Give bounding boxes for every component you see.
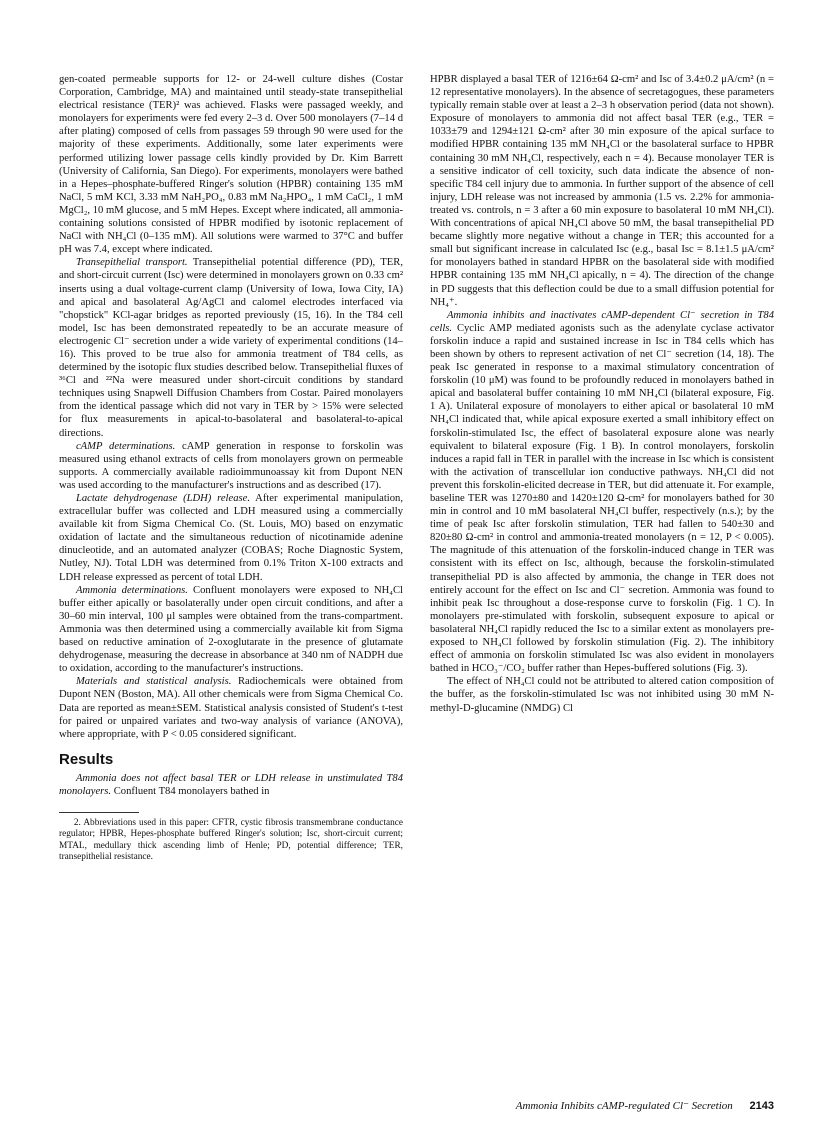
run-in-heading: Materials and statistical analysis. [75,676,232,688]
run-in-heading: cAMP determinations. [75,440,176,452]
running-title: Ammonia Inhibits cAMP-regulated Cl⁻ Secretion [515,1100,733,1112]
results-paragraph-inhibition [430,309,774,676]
run-in-heading: Ammonia determinations. [75,584,188,596]
results-heading: Results [59,750,114,768]
methods-paragraph-culture: gen-coated permeable supports for 12- or 24-well culture dishes (Costar Corporation, Cambridge, MA) and maintained until steady-state transepithelial electrical resistance (TER)² was achieved. Flasks were passaged weekly, and monolayers for experiments were fed every 2–3 d. Over 500 monolayers (7–14 d after plating) composed of cells from passages 59 through 90 were used for the majority of these experiments. Additionally, some later experiments were performed utilizing lower passage cells kindly provided by Dr. Kim Barrett (University of California, San Diego). For experiments, monolayers were bathed in a Hepes–phosphate-buffered Ringer's solution (HPBR) containing 135 mM NaCl, 5 mM KCl, 3.33 mM NaH₂PO₄, 0.83 mM Na₂HPO₄, 1 mM CaCl₂, 1 mM MgCl₂, 10 mM glucose, and 5 mM Hepes. Except where indicated, all ammonia-containing solutions consisted of HPBR modified by isotonic replacement of NaCl with NH₄Cl (0–135 mM). All solutions were warmed to 37°C and buffer pH was 7.4, except where indicated. [59,74,403,256]
results-paragraph-basal [59,772,403,798]
paragraph-body: Cyclic AMP mediated agonists such as the adenylate cyclase activator forskolin induce a rapid and sustained increase in Isc in T84 cells which has been shown by others to represent activation of net Cl⁻ secretion (14, 18). The peak Isc generated in response to a maximal stimulatory concentration of forskolin (10 μM) was found to be profoundly reduced in monolayers bathed in apical and basolateral buffer containing 10 mM NH₄Cl (bilateral exposure, Fig. 1 A). Unilateral exposure of monolayers to either apical or basolateral 10 mM NH₄Cl indicated that, while apical exposure exerted a small inhibitory effect on forskolin-stimulated Isc, the effect of basolateral exposure alone was nearly equivalent to bilateral exposure (Fig. 1 B). In control monolayers, forskolin induces a rapid fall in TER in parallel with the increase in Isc which is consistent with the activation of transcellular ion conductive pathways. NH₄Cl did not prevent this forskolin-elicited decrease in TER, but did attenuate it. For example, baseline TER was 1270±80 and 1420±120 Ω-cm² for monolayers bathed for 30 min in control and 10 mM basolateral NH₄Cl buffer, respectively (n.s.); by the time of peak Isc after forskolin stimulation, TER had fallen to 540±30 and 820±80 Ω-cm² in control and ammonia-treated monolayers (n = 12, P < 0.005). The magnitude of this attenuation of the forskolin-induced change in TER was consistent with its effect on Isc, although, because the forskolin-stimulated transepithelial PD is also affected by ammonia, the change in TER does not entirely account for the effect on Isc and Cl⁻ secretion. Ammonia was found to inhibit peak Isc throughout a dose-response curve to forskolin (Fig. 1 C). In monolayers pre-stimulated with forskolin, subsequent exposure to apical or basolateral NH₄Cl rapidly reduced the Isc to a similar extent as monolayers pre-exposed to NH₄Cl followed by forskolin stimulation (Fig. 2). The inhibitory effect of ammonia on forskolin stimulated Isc was also evident in monolayers bathed in HCO₃⁻/CO₂ buffer rather than Hepes-buffered solutions (Fig. 3). [430,322,774,675]
methods-paragraph-transport [59,256,403,439]
paragraph-body: After experimental manipulation, extracellular buffer was collected and LDH measured using a commercially available kit from Sigma Chemical Co. (St. Louis, MO) based on enzymatic oxidation of lactate and the simultaneous reduction of nicotinamide adenine dinucleotide, and an automated analyzer (COBAS; Roche Diagnostic System, Nutley, NJ). Total LDH was determined from 0.1% Triton X-100 extracts and LDH release expressed as percent of total LDH. [59,493,403,583]
run-in-heading: Transepithelial transport. [75,257,188,269]
paragraph-body: Radiochemicals were obtained from Dupont NEN (Boston, MA). All other chemicals were from Sigma Chemical Co. Data are reported as mean±SEM. Statistical analysis consisted of Student's t-test for paired or unpaired variates and two-way analysis of variance (ANOVA), where appropriate, with P < 0.05 considered significant. [59,676,403,740]
page-number: 2143 [749,1100,774,1112]
results-paragraph-nmdg: The effect of NH₄Cl could not be attributed to altered cation composition of the buffer, as the forskolin-stimulated Isc was not inhibited using 30 mM N-methyl-D-glucamine (NMDG) Cl [430,676,774,714]
subsection-heading: Ammonia inhibits and inactivates cAMP-dependent Cl⁻ secretion in T84 cells. [430,309,774,334]
paragraph-body: cAMP generation in response to forskolin was measured using ethanol extracts of cells from monolayers grown on permeable supports. A commercially available radioimmunoassay kit from Dupont NEN was used according to the manufacturer's instructions and as described (17). [59,440,403,491]
methods-paragraph-ldh [59,492,403,584]
footnote-divider [59,812,139,813]
right-column [430,73,774,715]
methods-paragraph-camp [59,440,403,492]
paragraph-body: Confluent T84 monolayers bathed in [111,785,270,797]
run-in-heading: Lactate dehydrogenase (LDH) release. [75,493,250,504]
page-footer [440,1099,774,1112]
paragraph-body: Confluent monolayers were exposed to NH₄Cl buffer either apically or basolaterally under open circuit conditions, and after a 30–60 min interval, 100 μl samples were obtained from the trans-compartment. Ammonia was then determined using a commercially available kit from Sigma based on reductive amination of 2-oxoglutarate in the presence of glutamate dehydrogenase, measuring the decrease in absorbance at 340 nm of NADPH due to oxidation, according to the manufacturer's instructions. [59,584,403,675]
subsection-heading: Ammonia does not affect basal TER or LDH release in unstimulated T84 monolayers. [59,772,403,797]
paragraph-body: Transepithelial potential difference (PD), TER, and short-circuit current (Isc) were determined in monolayers grown on 0.33 cm² inserts using a dual voltage-current clamp (University of Iowa, Iowa City, IA) and apical and basolateral Ag/AgCl and calomel electrodes interfaced via "chopstick" KCl-agar bridges as reported previously (15, 16). In the T84 cell model, Isc has been demonstrated repeatedly to be an accurate measure of electrogenic Cl⁻ secretion under a wide variety of experimental conditions (14–16). This proved to be true also for ammonia treatment of T84 cells, as determined by the isotopic flux studies described below. Transepithelial fluxes of ³⁶Cl and ²²Na were measured under short-circuit conditions by standard techniques using Snapwell Diffusion Chambers from Costar. Paired monolayers from the identical passage which did not vary in TER by > 15% were selected for flux measurements in apical-to-basolateral and basolateral-to-apical directions. [59,257,403,439]
left-column [59,73,403,864]
results-paragraph-ter: HPBR displayed a basal TER of 1216±64 Ω-cm² and Isc of 3.4±0.2 μA/cm² (n = 12 representative monolayers). In the absence of secretagogues, these parameters typically remain stable over at least a 2–3 h observation period (data not shown). Exposure of monolayers to ammonia did not affect basal TER (e.g., TER = 1033±79 and 1294±121 Ω-cm² after 30 min exposure of the apical surface to modified HPBR containing 135 mM NH₄Cl or the basolateral surface to HPBR containing 30 mM NH₄Cl, respectively, each n = 4). Because monolayer TER is a sensitive indicator of cell toxicity, such data indicate the absence of non-specific T84 cell injury due to ammonia. In further support of the absence of cell injury, LDH release was not increased by ammonia (1.5 vs. 2.2% for ammonia-treated vs. controls, n = 3 after a 60 min exposure to basolateral 10 mM NH₄Cl). With concentrations of apical NH₄Cl above 50 mM, the basal transepithelial PD became slightly more negative without a change in TER; this accounted for a small but significant increase in calculated Isc (e.g., basal Isc = 8.1±1.5 μA/cm² for monolayers bathed in standard HPBR on the basolateral side with modified HPBR containing 135 mM NH₄Cl apically, n = 4). The direction of the change in PD suggests that this deflection could be due to a small diffusion potential for NH₄⁺. [430,74,774,308]
methods-paragraph-ammonia [59,584,403,676]
footnote-abbreviations: 2. Abbreviations used in this paper: CFTR, cystic fibrosis transmembrane conductance regulator; HPBR, Hepes-phosphate buffered Ringer's solution; Isc, short-circuit current; MTAL, medullary thick ascending limb of Henle; PD, potential difference; TER, transepithelial resistance. [59,818,403,863]
methods-paragraph-materials [59,675,403,740]
